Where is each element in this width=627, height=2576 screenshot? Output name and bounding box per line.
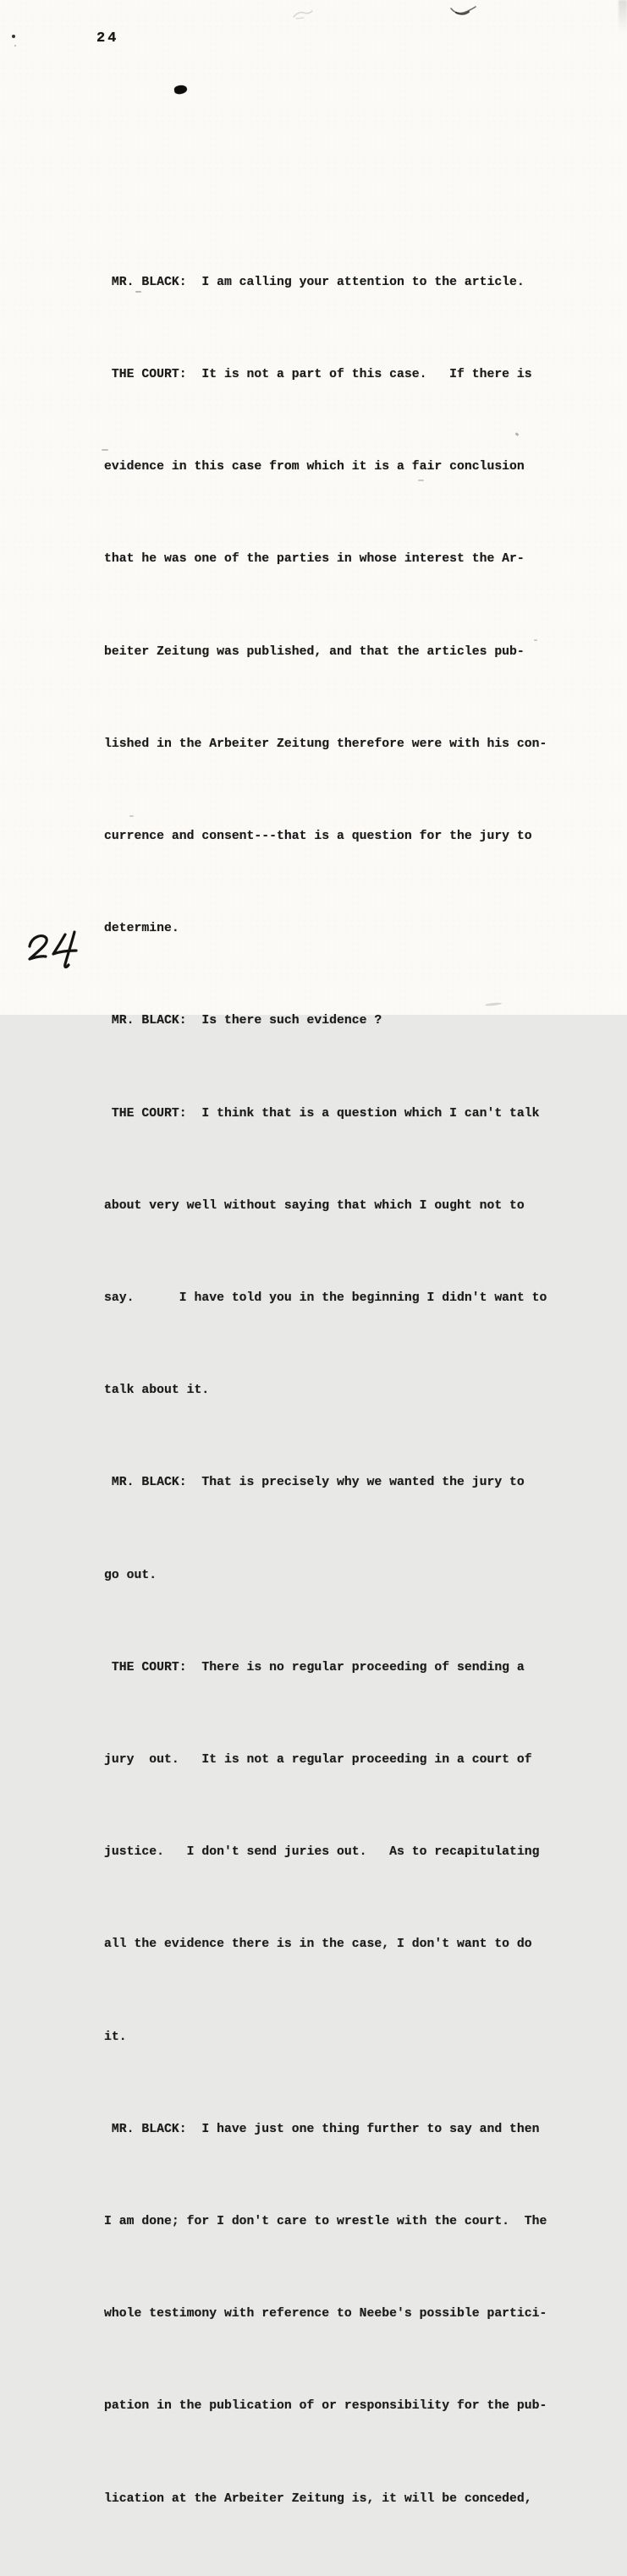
transcript-line: about very well without saying that which I ought not to xyxy=(104,1198,525,1213)
ink-speck xyxy=(418,480,424,481)
smudge-mark-faint xyxy=(292,8,314,20)
scan-edge-shadow xyxy=(619,0,627,32)
transcript-line: currence and consent---that is a question for the jury to xyxy=(104,830,532,844)
transcript-line: beiter Zeitung was published, and that the articles pub- xyxy=(104,644,525,659)
transcript-line: I am done; for I don't care to wrestle with the court. The xyxy=(104,2215,547,2229)
transcript-line: whole testimony with reference to Neebe's possible partici- xyxy=(104,2307,547,2321)
transcript-line: it. xyxy=(104,2030,127,2044)
ink-speck xyxy=(102,449,108,451)
transcript-line: say. I have told you in the beginning I didn't want to xyxy=(104,1291,547,1306)
ink-speck xyxy=(534,639,537,641)
ink-speck xyxy=(129,815,134,817)
transcript-line: that he was one of the parties in whose interest the Ar- xyxy=(104,552,525,567)
transcript-line: MR. BLACK: Is there such evidence ? xyxy=(104,1014,382,1028)
transcript-line: lished in the Arbeiter Zeitung therefore were with his con- xyxy=(104,737,547,751)
transcript-line: pation in the publication of or responsibility for the pub- xyxy=(104,2399,547,2414)
transcript-line: all the evidence there is in the case, I don't want to do xyxy=(104,1937,532,1952)
transcript-line: MR. BLACK: I have just one thing further to say and then xyxy=(104,2122,540,2136)
ink-speck xyxy=(135,291,141,293)
transcript-line: justice. I don't send juries out. As to recapitulating xyxy=(104,1845,540,1860)
transcript-text xyxy=(104,206,578,2576)
page-number-typed: 24 xyxy=(96,30,119,47)
ink-blot xyxy=(173,85,187,95)
transcript-line: determine. xyxy=(104,922,179,936)
transcript-line: lication at the Arbeiter Zeitung is, it will be conceded, xyxy=(104,2491,532,2506)
transcript-line: MR. BLACK: I am calling your attention to the article. xyxy=(104,275,525,289)
transcript-line: go out. xyxy=(104,1568,157,1582)
transcript-line: jury out. It is not a regular proceeding in a court of xyxy=(104,1753,532,1768)
transcript-line: evidence in this case from which it is a fair conclusion xyxy=(104,460,525,474)
transcript-line: THE COURT: There is no regular proceeding of sending a xyxy=(104,1660,525,1674)
transcript-line: THE COURT: I think that is a question which I can't talk xyxy=(104,1106,540,1121)
transcript-line: talk about it. xyxy=(104,1384,210,1398)
handwritten-page-number-value xyxy=(0,0,1,1)
smudge-mark xyxy=(449,5,478,19)
transcript-line: THE COURT: It is not a part of this case. If there is xyxy=(104,368,532,382)
ink-dot xyxy=(12,35,15,38)
handwritten-page-number xyxy=(19,925,95,978)
transcript-line: MR. BLACK: That is precisely why we wanted the jury to xyxy=(104,1476,525,1490)
